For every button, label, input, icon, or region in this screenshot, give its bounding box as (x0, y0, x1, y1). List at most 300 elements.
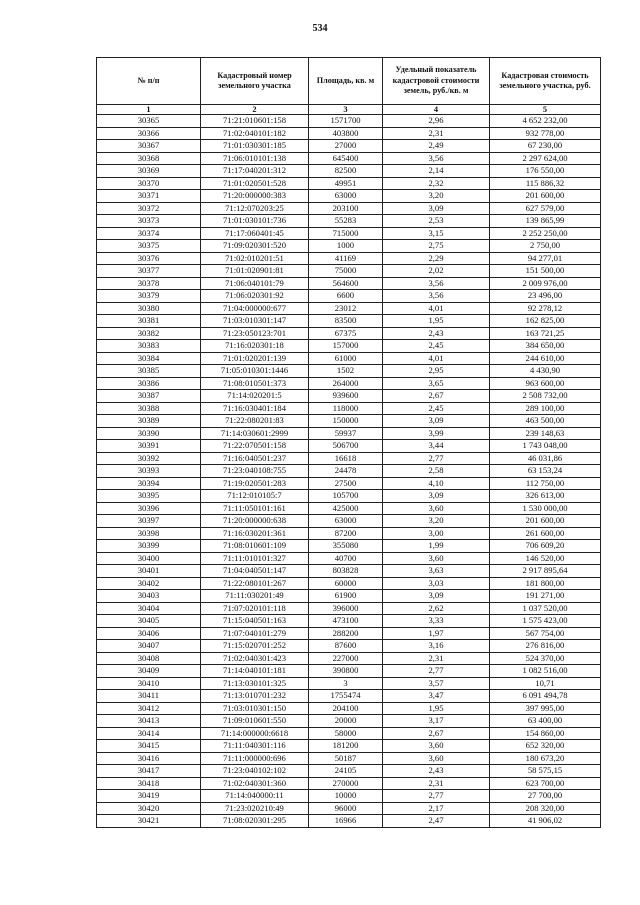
row-number-cell: 30416 (97, 752, 201, 765)
row-number-cell: 30400 (97, 552, 201, 565)
table-row (97, 277, 601, 290)
table-row (97, 565, 601, 578)
table-row (97, 290, 601, 303)
table-row (97, 265, 601, 278)
cadastral-number-cell: 71:04:000000:677 (201, 302, 309, 315)
specific-value-cell: 2,29 (383, 252, 490, 265)
table-row (97, 715, 601, 728)
cadastral-value-cell: 67 230,00 (490, 140, 601, 153)
area-cell: 55283 (309, 215, 383, 228)
area-cell: 288200 (309, 627, 383, 640)
table-row (97, 615, 601, 628)
cadastral-number-cell: 71:11:040301:116 (201, 740, 309, 753)
row-number-cell: 30405 (97, 615, 201, 628)
header-row-number: № п/п (97, 58, 201, 105)
cadastral-value-cell: 163 721,25 (490, 327, 601, 340)
area-cell: 59937 (309, 427, 383, 440)
area-cell: 61900 (309, 590, 383, 603)
area-cell: 105700 (309, 490, 383, 503)
specific-value-cell: 3,09 (383, 490, 490, 503)
specific-value-cell: 2,45 (383, 402, 490, 415)
area-cell: 390800 (309, 665, 383, 678)
table-row (97, 215, 601, 228)
cadastral-number-cell: 71:01:020501:528 (201, 177, 309, 190)
header-area: Площадь, кв. м (309, 58, 383, 105)
cadastral-value-cell: 2 917 895,64 (490, 565, 601, 578)
cadastral-value-cell: 191 271,00 (490, 590, 601, 603)
cadastral-number-cell: 71:01:020201:139 (201, 352, 309, 365)
area-cell: 87200 (309, 527, 383, 540)
cadastral-number-cell: 71:16:020301:18 (201, 340, 309, 353)
row-number-cell: 30417 (97, 765, 201, 778)
area-cell: 227000 (309, 652, 383, 665)
row-number-cell: 30415 (97, 740, 201, 753)
specific-value-cell: 3,60 (383, 502, 490, 515)
cadastral-value-cell: 162 825,00 (490, 315, 601, 328)
cadastral-number-cell: 71:23:040108:755 (201, 465, 309, 478)
cadastral-value-cell: 176 550,00 (490, 165, 601, 178)
cadastral-value-cell: 1 743 048,00 (490, 440, 601, 453)
column-number: 4 (383, 105, 490, 115)
table-row (97, 740, 601, 753)
area-cell: 157000 (309, 340, 383, 353)
table-row (97, 815, 601, 828)
cadastral-value-cell: 112 750,00 (490, 477, 601, 490)
row-number-cell: 30389 (97, 415, 201, 428)
area-cell: 27000 (309, 140, 383, 153)
cadastral-value-cell: 1 037 520,00 (490, 602, 601, 615)
area-cell: 58000 (309, 727, 383, 740)
cadastral-number-cell: 71:01:030101:736 (201, 215, 309, 228)
table-row (97, 377, 601, 390)
cadastral-number-cell: 71:02:040301:360 (201, 777, 309, 790)
table-row (97, 540, 601, 553)
cadastral-number-cell: 71:06:040101:79 (201, 277, 309, 290)
area-cell: 181200 (309, 740, 383, 753)
area-cell: 83500 (309, 315, 383, 328)
cadastral-value-cell: 2 508 732,00 (490, 390, 601, 403)
row-number-cell: 30380 (97, 302, 201, 315)
row-number-cell: 30421 (97, 815, 201, 828)
specific-value-cell: 3,56 (383, 290, 490, 303)
specific-value-cell: 3,09 (383, 202, 490, 215)
specific-value-cell: 2,32 (383, 177, 490, 190)
cadastral-value-cell: 63 400,00 (490, 715, 601, 728)
area-cell: 20000 (309, 715, 383, 728)
specific-value-cell: 3,17 (383, 715, 490, 728)
row-number-cell: 30378 (97, 277, 201, 290)
column-numbering-row (97, 105, 601, 115)
table-row (97, 577, 601, 590)
cadastral-number-cell: 71:13:030101:325 (201, 677, 309, 690)
cadastral-number-cell: 71:14:040101:181 (201, 665, 309, 678)
header-specific-value: Удельный показатель кадастровой стоимости земель, руб./кв. м (383, 58, 490, 105)
table-row (97, 452, 601, 465)
area-cell: 82500 (309, 165, 383, 178)
cadastral-number-cell: 71:06:020301:92 (201, 290, 309, 303)
row-number-cell: 30407 (97, 640, 201, 653)
cadastral-number-cell: 71:20:000000:383 (201, 190, 309, 203)
row-number-cell: 30393 (97, 465, 201, 478)
area-cell: 96000 (309, 802, 383, 815)
table-row (97, 515, 601, 528)
cadastral-number-cell: 71:11:000000:696 (201, 752, 309, 765)
cadastral-number-cell: 71:14:000000:6618 (201, 727, 309, 740)
row-number-cell: 30367 (97, 140, 201, 153)
specific-value-cell: 2,77 (383, 665, 490, 678)
specific-value-cell: 1,99 (383, 540, 490, 553)
table-row (97, 527, 601, 540)
row-number-cell: 30420 (97, 802, 201, 815)
cadastral-value-cell: 94 277,01 (490, 252, 601, 265)
row-number-cell: 30410 (97, 677, 201, 690)
area-cell: 803828 (309, 565, 383, 578)
row-number-cell: 30411 (97, 690, 201, 703)
row-number-cell: 30366 (97, 127, 201, 140)
specific-value-cell: 2,67 (383, 727, 490, 740)
specific-value-cell: 3,56 (383, 277, 490, 290)
cadastral-value-cell: 180 673,20 (490, 752, 601, 765)
table-row (97, 490, 601, 503)
table-row (97, 640, 601, 653)
cadastral-value-cell: 652 320,00 (490, 740, 601, 753)
table-row (97, 677, 601, 690)
area-cell: 403800 (309, 127, 383, 140)
table-row (97, 752, 601, 765)
area-cell: 40700 (309, 552, 383, 565)
row-number-cell: 30373 (97, 215, 201, 228)
cadastral-value-cell: 23 496,00 (490, 290, 601, 303)
specific-value-cell: 3,63 (383, 565, 490, 578)
area-cell: 10000 (309, 790, 383, 803)
specific-value-cell: 2,47 (383, 815, 490, 828)
specific-value-cell: 3,33 (383, 615, 490, 628)
row-number-cell: 30386 (97, 377, 201, 390)
cadastral-value-cell: 932 778,00 (490, 127, 601, 140)
cadastral-number-cell: 71:02:010201:51 (201, 252, 309, 265)
area-cell: 506700 (309, 440, 383, 453)
table-row (97, 415, 601, 428)
cadastral-number-cell: 71:11:010101:327 (201, 552, 309, 565)
cadastral-number-cell: 71:17:040201:312 (201, 165, 309, 178)
column-number: 5 (490, 105, 601, 115)
cadastral-value-cell: 289 100,00 (490, 402, 601, 415)
cadastral-value-cell: 46 031,86 (490, 452, 601, 465)
cadastral-number-cell: 71:14:040000:11 (201, 790, 309, 803)
column-number: 1 (97, 105, 201, 115)
row-number-cell: 30365 (97, 115, 201, 128)
specific-value-cell: 3,03 (383, 577, 490, 590)
table-body (97, 115, 601, 828)
table-row (97, 165, 601, 178)
cadastral-number-cell: 71:12:010105:7 (201, 490, 309, 503)
row-number-cell: 30385 (97, 365, 201, 378)
cadastral-value-cell: 139 865,99 (490, 215, 601, 228)
row-number-cell: 30391 (97, 440, 201, 453)
area-cell: 49951 (309, 177, 383, 190)
area-cell: 60000 (309, 577, 383, 590)
area-cell: 150000 (309, 415, 383, 428)
area-cell: 67375 (309, 327, 383, 340)
specific-value-cell: 3,65 (383, 377, 490, 390)
table-row (97, 115, 601, 128)
area-cell: 27500 (309, 477, 383, 490)
cadastral-value-cell: 115 886,32 (490, 177, 601, 190)
cadastral-number-cell: 71:16:030201:361 (201, 527, 309, 540)
cadastral-number-cell: 71:09:010601:550 (201, 715, 309, 728)
column-number: 3 (309, 105, 383, 115)
cadastral-number-cell: 71:01:030301:185 (201, 140, 309, 153)
cadastral-value-cell: 208 320,00 (490, 802, 601, 815)
table-row (97, 340, 601, 353)
row-number-cell: 30413 (97, 715, 201, 728)
specific-value-cell: 4,01 (383, 352, 490, 365)
row-number-cell: 30379 (97, 290, 201, 303)
table-row (97, 127, 601, 140)
area-cell: 24478 (309, 465, 383, 478)
specific-value-cell: 2,62 (383, 602, 490, 615)
specific-value-cell: 2,49 (383, 140, 490, 153)
cadastral-value-cell: 41 906,02 (490, 815, 601, 828)
cadastral-number-cell: 71:02:040301:423 (201, 652, 309, 665)
specific-value-cell: 2,77 (383, 790, 490, 803)
cadastral-value-cell: 10,71 (490, 677, 601, 690)
table-row (97, 652, 601, 665)
table-row (97, 252, 601, 265)
row-number-cell: 30392 (97, 452, 201, 465)
cadastral-number-cell: 71:01:020901:81 (201, 265, 309, 278)
table-header-row (97, 58, 601, 105)
cadastral-number-cell: 71:20:000000:638 (201, 515, 309, 528)
table-row (97, 202, 601, 215)
row-number-cell: 30384 (97, 352, 201, 365)
cadastral-number-cell: 71:12:070203:25 (201, 202, 309, 215)
specific-value-cell: 3,57 (383, 677, 490, 690)
row-number-cell: 30369 (97, 165, 201, 178)
specific-value-cell: 3,99 (383, 427, 490, 440)
table-row (97, 727, 601, 740)
cadastral-number-cell: 71:09:020301:520 (201, 240, 309, 253)
area-cell: 355080 (309, 540, 383, 553)
cadastral-number-cell: 71:06:010101:138 (201, 152, 309, 165)
cadastral-value-cell: 1 530 000,00 (490, 502, 601, 515)
specific-value-cell: 2,02 (383, 265, 490, 278)
cadastral-number-cell: 71:07:040101:279 (201, 627, 309, 640)
header-cadastral-value: Кадастровая стоимость земельного участка, руб. (490, 58, 601, 105)
cadastral-number-cell: 71:11:030201:49 (201, 590, 309, 603)
area-cell: 16966 (309, 815, 383, 828)
area-cell: 63000 (309, 515, 383, 528)
specific-value-cell: 3,00 (383, 527, 490, 540)
cadastral-number-cell: 71:11:050101:161 (201, 502, 309, 515)
table-row (97, 765, 601, 778)
row-number-cell: 30382 (97, 327, 201, 340)
area-cell: 715000 (309, 227, 383, 240)
area-cell: 118000 (309, 402, 383, 415)
table-row (97, 690, 601, 703)
table-row (97, 402, 601, 415)
row-number-cell: 30414 (97, 727, 201, 740)
cadastral-number-cell: 71:14:030601:2999 (201, 427, 309, 440)
table-row (97, 302, 601, 315)
row-number-cell: 30395 (97, 490, 201, 503)
cadastral-number-cell: 71:02:040101:182 (201, 127, 309, 140)
area-cell: 564600 (309, 277, 383, 290)
header-cadastral-number: Кадастровый номер земельного участка (201, 58, 309, 105)
area-cell: 24105 (309, 765, 383, 778)
specific-value-cell: 3,60 (383, 740, 490, 753)
specific-value-cell: 3,60 (383, 552, 490, 565)
cadastral-value-cell: 706 609,20 (490, 540, 601, 553)
row-number-cell: 30381 (97, 315, 201, 328)
cadastral-value-cell: 1 575 423,00 (490, 615, 601, 628)
specific-value-cell: 2,96 (383, 115, 490, 128)
page-number: 534 (312, 23, 328, 34)
specific-value-cell: 2,53 (383, 215, 490, 228)
row-number-cell: 30383 (97, 340, 201, 353)
cadastral-value-cell: 27 700,00 (490, 790, 601, 803)
row-number-cell: 30370 (97, 177, 201, 190)
cadastral-value-cell: 201 600,00 (490, 190, 601, 203)
specific-value-cell: 2,75 (383, 240, 490, 253)
specific-value-cell: 1,97 (383, 627, 490, 640)
cadastral-number-cell: 71:16:030401:184 (201, 402, 309, 415)
row-number-cell: 30376 (97, 252, 201, 265)
area-cell: 50187 (309, 752, 383, 765)
cadastral-value-cell: 63 153,24 (490, 465, 601, 478)
table-row (97, 240, 601, 253)
specific-value-cell: 1,95 (383, 702, 490, 715)
cadastral-value-cell: 2 009 976,00 (490, 277, 601, 290)
row-number-cell: 30368 (97, 152, 201, 165)
cadastral-number-cell: 71:17:060401:45 (201, 227, 309, 240)
table-row (97, 502, 601, 515)
specific-value-cell: 3,56 (383, 152, 490, 165)
area-cell: 3 (309, 677, 383, 690)
table-row (97, 790, 601, 803)
table-row (97, 427, 601, 440)
table-row (97, 327, 601, 340)
table-row (97, 627, 601, 640)
area-cell: 41169 (309, 252, 383, 265)
cadastral-number-cell: 71:14:020201:5 (201, 390, 309, 403)
cadastral-value-cell: 963 600,00 (490, 377, 601, 390)
cadastral-number-cell: 71:03:010301:147 (201, 315, 309, 328)
cadastral-value-cell: 524 370,00 (490, 652, 601, 665)
column-number: 2 (201, 105, 309, 115)
cadastral-value-cell: 2 252 250,00 (490, 227, 601, 240)
cadastral-number-cell: 71:04:040501:147 (201, 565, 309, 578)
cadastral-value-cell: 2 750,00 (490, 240, 601, 253)
area-cell: 63000 (309, 190, 383, 203)
cadastral-number-cell: 71:23:050123:701 (201, 327, 309, 340)
cadastral-value-cell: 384 650,00 (490, 340, 601, 353)
row-number-cell: 30419 (97, 790, 201, 803)
row-number-cell: 30406 (97, 627, 201, 640)
area-cell: 425000 (309, 502, 383, 515)
table-row (97, 140, 601, 153)
table-row (97, 777, 601, 790)
area-cell: 264000 (309, 377, 383, 390)
cadastral-number-cell: 71:15:020701:252 (201, 640, 309, 653)
specific-value-cell: 2,67 (383, 390, 490, 403)
cadastral-number-cell: 71:13:010701:232 (201, 690, 309, 703)
cadastral-value-cell: 397 995,00 (490, 702, 601, 715)
cadastral-value-cell: 146 520,00 (490, 552, 601, 565)
cadastral-number-cell: 71:08:020301:295 (201, 815, 309, 828)
table-row (97, 552, 601, 565)
area-cell: 6600 (309, 290, 383, 303)
table-row (97, 665, 601, 678)
specific-value-cell: 4,01 (383, 302, 490, 315)
row-number-cell: 30403 (97, 590, 201, 603)
row-number-cell: 30394 (97, 477, 201, 490)
cadastral-value-cell: 2 297 624,00 (490, 152, 601, 165)
specific-value-cell: 3,15 (383, 227, 490, 240)
cadastral-number-cell: 71:23:020210:49 (201, 802, 309, 815)
specific-value-cell: 3,09 (383, 590, 490, 603)
cadastral-value-cell: 6 091 494,78 (490, 690, 601, 703)
area-cell: 1571700 (309, 115, 383, 128)
cadastral-value-cell: 567 754,00 (490, 627, 601, 640)
specific-value-cell: 2,43 (383, 765, 490, 778)
cadastral-value-cell: 463 500,00 (490, 415, 601, 428)
cadastral-number-cell: 71:07:020101:118 (201, 602, 309, 615)
row-number-cell: 30399 (97, 540, 201, 553)
cadastral-value-cell: 276 816,00 (490, 640, 601, 653)
row-number-cell: 30418 (97, 777, 201, 790)
specific-value-cell: 3,47 (383, 690, 490, 703)
area-cell: 1755474 (309, 690, 383, 703)
row-number-cell: 30397 (97, 515, 201, 528)
cadastral-value-cell: 4 652 232,00 (490, 115, 601, 128)
row-number-cell: 30409 (97, 665, 201, 678)
table-row (97, 802, 601, 815)
cadastral-number-cell: 71:08:010601:109 (201, 540, 309, 553)
specific-value-cell: 2,31 (383, 127, 490, 140)
specific-value-cell: 2,77 (383, 452, 490, 465)
specific-value-cell: 2,58 (383, 465, 490, 478)
table-row (97, 390, 601, 403)
cadastral-value-cell: 627 579,00 (490, 202, 601, 215)
row-number-cell: 30412 (97, 702, 201, 715)
table-row (97, 477, 601, 490)
table-row (97, 602, 601, 615)
table-row (97, 315, 601, 328)
cadastral-value-cell: 261 600,00 (490, 527, 601, 540)
cadastral-number-cell: 71:21:010601:158 (201, 115, 309, 128)
row-number-cell: 30390 (97, 427, 201, 440)
row-number-cell: 30374 (97, 227, 201, 240)
cadastral-value-cell: 92 278,12 (490, 302, 601, 315)
cadastral-value-cell: 1 082 516,00 (490, 665, 601, 678)
table-row (97, 440, 601, 453)
cadastral-number-cell: 71:22:080201:83 (201, 415, 309, 428)
table-row (97, 227, 601, 240)
row-number-cell: 30396 (97, 502, 201, 515)
area-cell: 203100 (309, 202, 383, 215)
table-row (97, 177, 601, 190)
specific-value-cell: 2,14 (383, 165, 490, 178)
cadastral-number-cell: 71:23:040102:102 (201, 765, 309, 778)
specific-value-cell: 3,16 (383, 640, 490, 653)
specific-value-cell: 3,09 (383, 415, 490, 428)
row-number-cell: 30408 (97, 652, 201, 665)
specific-value-cell: 4,10 (383, 477, 490, 490)
specific-value-cell: 3,60 (383, 752, 490, 765)
specific-value-cell: 2,31 (383, 777, 490, 790)
table-row (97, 365, 601, 378)
